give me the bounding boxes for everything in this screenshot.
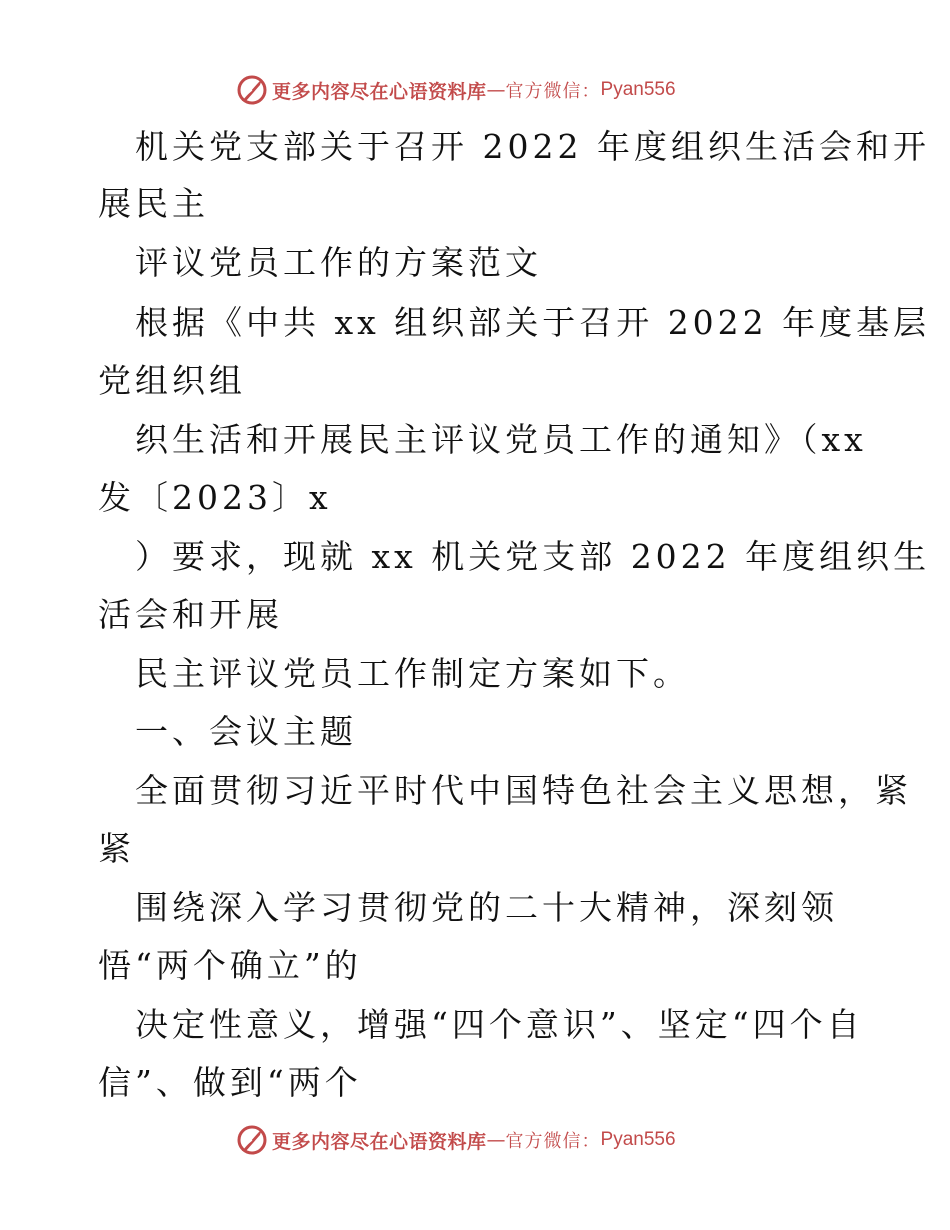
text-line: 活会和开展 <box>98 595 283 634</box>
banner-wechat-label: 官方微信： <box>505 81 601 102</box>
text-line: 民主评议党员工作制定方案如下。 <box>135 654 690 693</box>
text-line: ）要求，现就 xx 机关党支部 2022 年度组织生 <box>135 537 931 576</box>
quill-circle-logo-icon <box>236 1124 268 1156</box>
text-line: 决定性意义，增强“四个意识”、坚定“四个自 <box>135 1005 864 1044</box>
banner-wechat-label: 官方微信： <box>505 1131 601 1152</box>
section-heading: 一、会议主题 <box>135 712 357 751</box>
text-line: 发〔2023〕x <box>98 478 332 517</box>
text-line: 根据《中共 xx 组织部关于召开 2022 年度基层 <box>135 303 931 342</box>
footer-banner <box>236 1122 676 1158</box>
text-line: 党组织组 <box>98 361 246 400</box>
banner-text: 更多内容尽在心语资料库 <box>272 80 487 103</box>
text-line: 评议党员工作的方案范文 <box>135 243 542 282</box>
banner-text: 更多内容尽在心语资料库 <box>272 1130 487 1153</box>
text-line: 机关党支部关于召开 2022 年度组织生活会和开 <box>135 127 930 166</box>
text-line: 悟“两个确立”的 <box>98 946 362 985</box>
text-line: 信”、做到“两个 <box>98 1063 362 1102</box>
banner-separator: — <box>486 1129 506 1151</box>
text-line: 全面贯彻习近平时代中国特色社会主义思想，紧 <box>135 771 912 810</box>
header-banner <box>236 72 676 108</box>
banner-wechat-id: Pyan556 <box>600 79 676 100</box>
banner-separator: — <box>486 79 506 101</box>
text-line: 织生活和开展民主评议党员工作的通知》（xx <box>135 420 867 459</box>
banner-wechat-id: Pyan556 <box>600 1129 676 1150</box>
text-line: 展民主 <box>98 184 209 223</box>
text-line: 紧 <box>98 829 135 868</box>
text-line: 围绕深入学习贯彻党的二十大精神，深刻领 <box>135 888 838 927</box>
quill-circle-logo-icon <box>236 74 268 106</box>
